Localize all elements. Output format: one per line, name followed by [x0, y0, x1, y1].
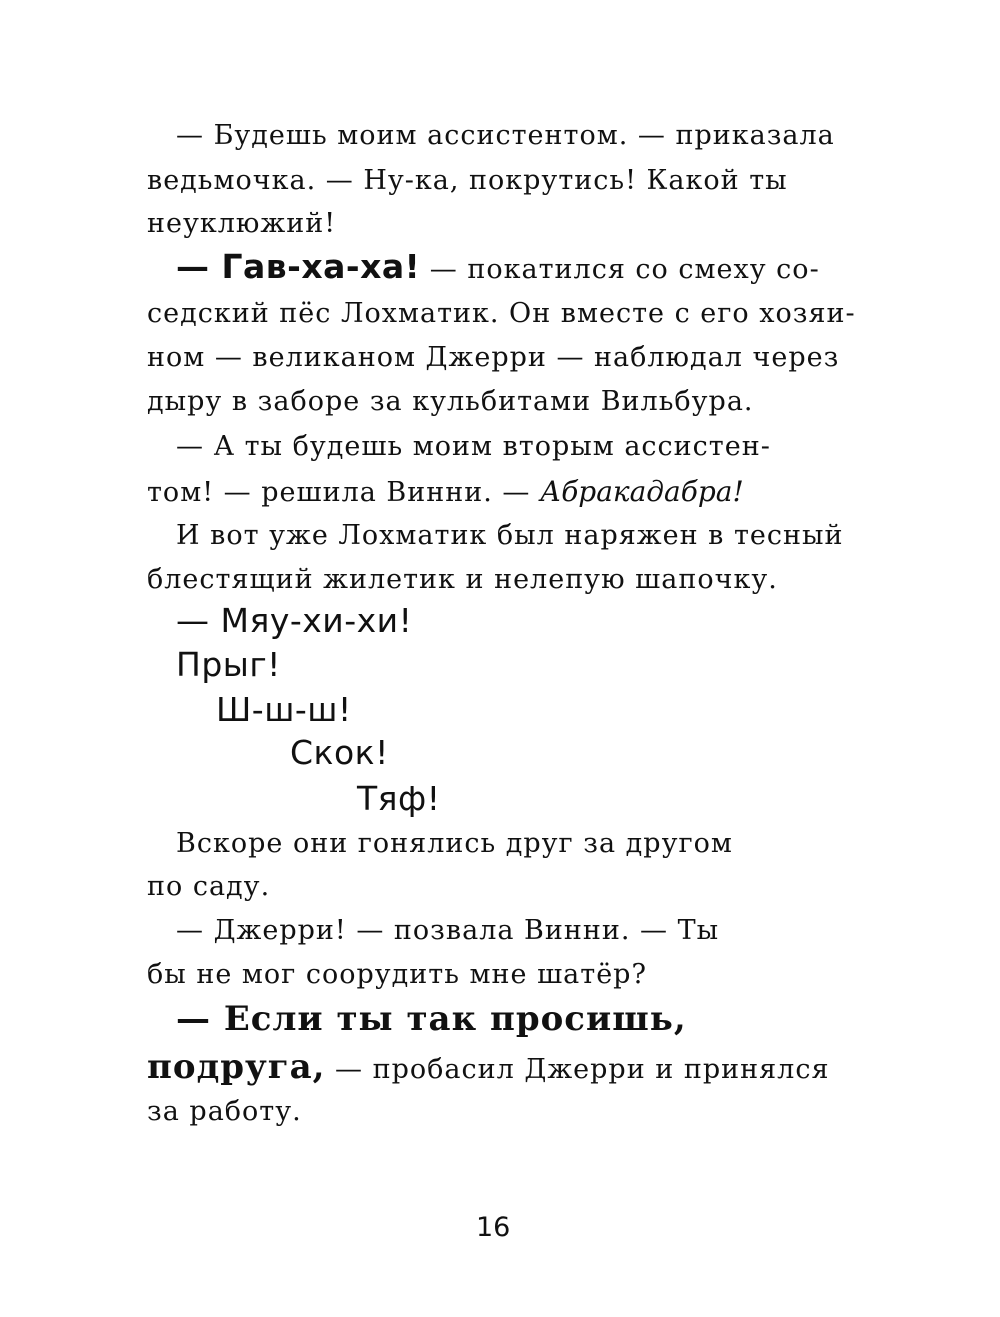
text-line: седский пёс Лохматик. Он вместе с его хозяи- — [147, 298, 856, 329]
text-line: по саду. — [147, 871, 271, 902]
text-line — [147, 1047, 830, 1087]
text-line: бы не мог соорудить мне шатёр? — [147, 959, 647, 990]
text-fragment: — покатился со смеху со- — [420, 254, 820, 285]
text-fragment: — пробасил Джерри и принялся — [325, 1054, 830, 1085]
text-line: ведьмочка. — Ну-ка, покрутись! Какой ты — [147, 165, 788, 196]
page-number: 16 — [476, 1212, 511, 1243]
text-line: — Будешь моим ассистентом. — приказала — [176, 120, 835, 151]
text-line: — А ты будешь моим вторым ассистен- — [176, 431, 771, 462]
text-line: неуклюжий! — [147, 208, 337, 239]
text-line — [176, 247, 820, 287]
text-line: за работу. — [147, 1096, 302, 1127]
sound-effect: Прыг! — [176, 645, 281, 684]
text-fragment: том! — решила Винни. — — [147, 477, 540, 508]
jerry-line: — Если ты так просишь, — [176, 999, 687, 1039]
dog-laugh-exclamation: — Гав-ха-ха! — [176, 247, 421, 286]
sound-effect: Тяф! — [357, 779, 441, 818]
text-line: дыру в заборе за кульбитами Вильбура. — [147, 386, 754, 417]
text-line: Вскоре они гонялись друг за другом — [176, 828, 733, 859]
text-line: И вот уже Лохматик был наряжен в тесный — [176, 520, 844, 551]
magic-word: Абракадабра! — [539, 475, 744, 508]
text-line — [147, 475, 744, 510]
text-line: ном — великаном Джерри — наблюдал через — [147, 342, 840, 373]
sound-effect: Скок! — [290, 733, 389, 772]
text-line: блестящий жилетик и нелепую шапочку. — [147, 564, 778, 595]
sound-effect: Ш-ш-ш! — [216, 690, 352, 729]
jerry-line-end: подруга, — [147, 1047, 326, 1087]
sound-effect: — Мяу-хи-хи! — [176, 601, 413, 640]
text-line: — Джерри! — позвала Винни. — Ты — [176, 915, 720, 946]
